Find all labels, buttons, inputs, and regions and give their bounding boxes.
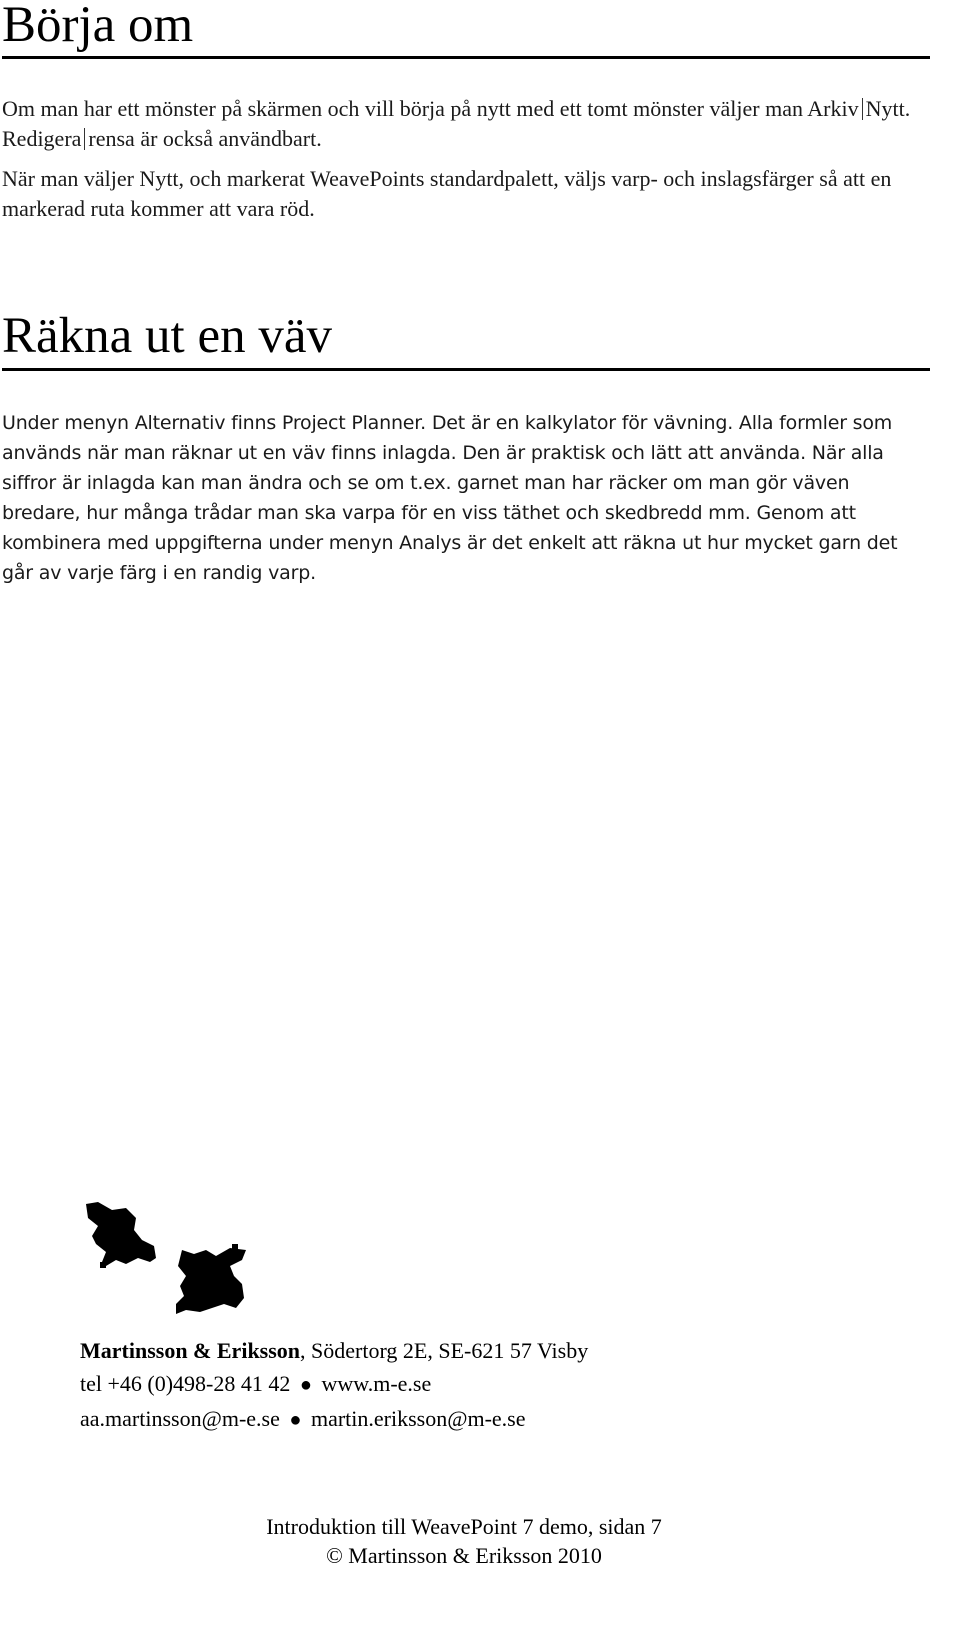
weave-logo-shape-right	[176, 1244, 246, 1314]
menu-separator	[84, 128, 85, 150]
paragraph-rakna-ut: Under menyn Alternativ finns Project Planner. Det är en kalkylator för vävning. Alla formler som används när man räknar ut en väv finns inlagda. Den är praktisk och lätt att använda. När alla siffror är inlagda kan man ändra och se om t.ex. garnet man har räcker om man gör väven bredare, hur många trådar man ska varpa för en viss täthet och skedbredd mm. Genom att kombinera med uppgifterna under menyn Analys är det enkelt att räkna ut hur mycket garn det går av varje färg i en randig varp.	[2, 412, 898, 584]
bullet-separator: ●	[299, 1374, 312, 1396]
paragraph-borja-om-2: När man väljer Nytt, och markerat WeavePoints standardpalett, väljs varp- och inslagsfärger så att en markerad ruta kommer att vara röd.	[2, 166, 892, 221]
heading-rakna-ut-en-vav: Räkna ut en väv	[2, 308, 332, 364]
phone-number: tel +46 (0)498-28 41 42	[80, 1371, 291, 1396]
text-run: är också användbart.	[134, 126, 322, 151]
text-run: .	[904, 96, 911, 121]
website-link[interactable]: www.m-e.se	[321, 1371, 432, 1396]
paragraph-borja-om-1	[2, 94, 942, 154]
menu-name-nytt: Nytt	[865, 96, 905, 121]
text-run: Om man har ett mönster på skärmen och vill börja på nytt med ett tomt mönster väljer man	[2, 96, 808, 121]
address-line-3	[80, 1406, 526, 1431]
address-line-1	[80, 1338, 588, 1363]
bullet-separator: ●	[289, 1409, 302, 1431]
footer-copyright: © Martinsson & Eriksson 2010	[326, 1543, 602, 1568]
menu-separator	[862, 98, 863, 120]
email-link-2[interactable]: martin.eriksson@m-e.se	[310, 1406, 526, 1431]
page-footer	[0, 1512, 928, 1570]
heading-borja-om: Börja om	[2, 0, 194, 53]
menu-name-redigera: Redigera	[2, 126, 82, 151]
heading-rule	[2, 56, 930, 59]
weave-logo-icon	[82, 1200, 252, 1320]
menu-name-rensa: rensa	[88, 126, 135, 151]
weave-logo-shape-left	[86, 1202, 156, 1268]
company-name: Martinsson & Eriksson	[80, 1338, 301, 1363]
address-line-2	[80, 1371, 431, 1396]
heading-rule	[2, 368, 930, 371]
email-link-1[interactable]: aa.martinsson@m-e.se	[80, 1406, 280, 1431]
street-address: , Södertorg 2E, SE-621 57 Visby	[300, 1338, 589, 1363]
footer-page-info: Introduktion till WeavePoint 7 demo, sidan 7	[266, 1514, 662, 1539]
address-block	[80, 1334, 588, 1437]
menu-name-arkiv: Arkiv	[807, 96, 859, 121]
